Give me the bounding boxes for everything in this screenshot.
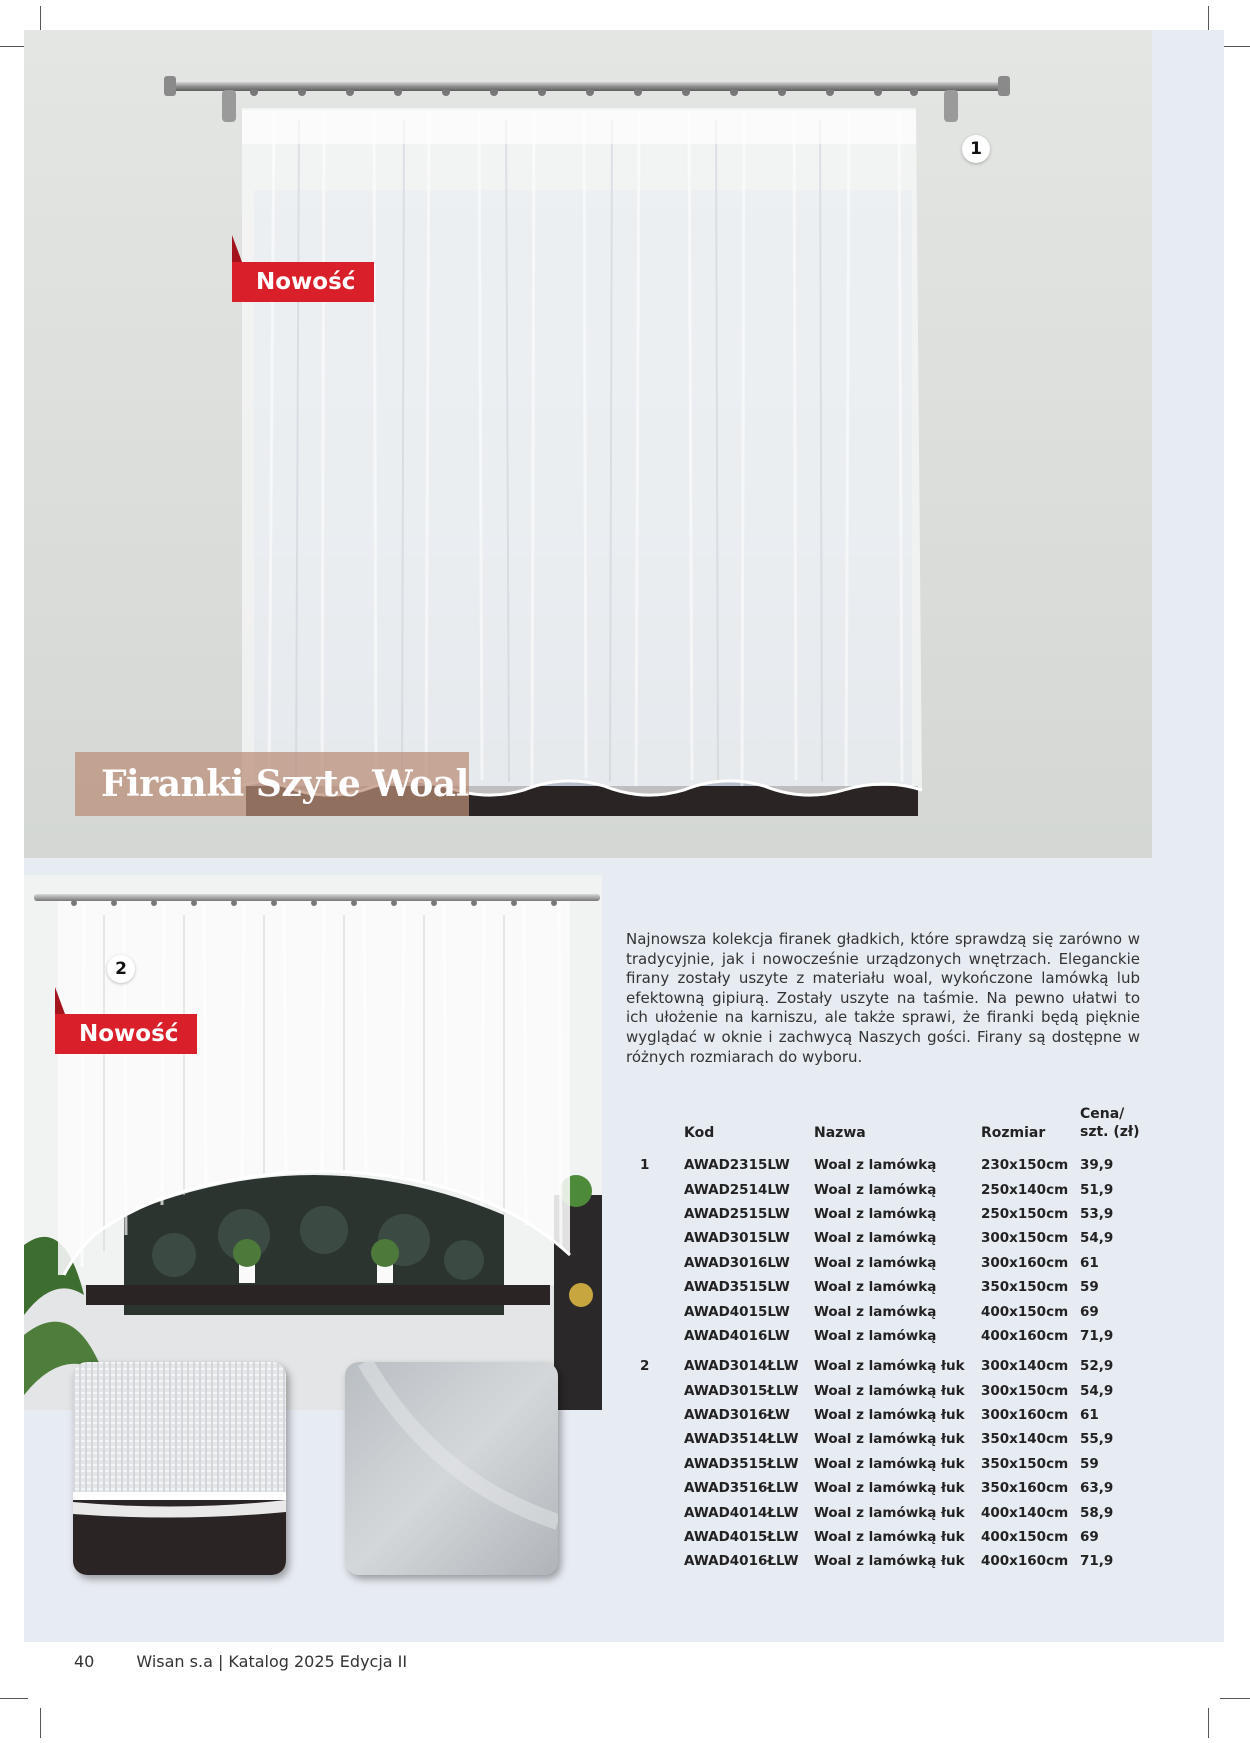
- cell-nazwa: Woal z lamówką: [814, 1230, 937, 1247]
- cell-cena: 52,9: [1080, 1358, 1114, 1375]
- cell-nazwa: Woal z lamówką łuk: [814, 1553, 965, 1570]
- table-row: [640, 1403, 1150, 1427]
- table-row: [640, 1427, 1150, 1451]
- cell-kod: AWAD3515LW: [684, 1279, 790, 1296]
- cell-kod: AWAD3014ŁLW: [684, 1358, 799, 1375]
- cell-kod: AWAD2515LW: [684, 1205, 790, 1222]
- cell-cena: 69: [1080, 1303, 1099, 1320]
- table-row: [640, 1354, 1150, 1378]
- cell-kod: AWAD2514LW: [684, 1181, 790, 1198]
- table-row: [640, 1549, 1150, 1573]
- table-row: [640, 1452, 1150, 1476]
- cell-kod: AWAD3015LW: [684, 1230, 790, 1247]
- cell-rozmiar: 400x140cm: [981, 1504, 1069, 1521]
- cell-rozmiar: 300x150cm: [981, 1382, 1069, 1399]
- page-number: 40: [74, 1652, 95, 1671]
- cell-rozmiar: 300x160cm: [981, 1407, 1069, 1424]
- new-badge-main: Nowość: [232, 262, 374, 302]
- cell-rozmiar: 230x150cm: [981, 1157, 1069, 1174]
- cell-rozmiar: 250x140cm: [981, 1181, 1069, 1198]
- cell-rozmiar: 350x150cm: [981, 1455, 1069, 1472]
- cell-kod: AWAD3516ŁLW: [684, 1480, 799, 1497]
- price-table: [640, 1105, 1150, 1574]
- cell-nazwa: Woal z lamówką łuk: [814, 1480, 965, 1497]
- table-row: [640, 1324, 1150, 1348]
- table-row: [640, 1251, 1150, 1275]
- cell-kod: AWAD4016ŁLW: [684, 1553, 799, 1570]
- cell-cena: 59: [1080, 1455, 1099, 1472]
- cell-cena: 71,9: [1080, 1553, 1114, 1570]
- cell-rozmiar: 300x150cm: [981, 1230, 1069, 1247]
- table-row: [640, 1177, 1150, 1201]
- cell-nazwa: Woal z lamówką łuk: [814, 1382, 965, 1399]
- cell-cena: 51,9: [1080, 1181, 1114, 1198]
- cell-nazwa: Woal z lamówką: [814, 1327, 937, 1344]
- cell-rozmiar: 400x150cm: [981, 1303, 1069, 1320]
- new-badge-arch: Nowość: [55, 1014, 197, 1054]
- cell-kod: AWAD4015LW: [684, 1303, 790, 1320]
- group-label: 1: [640, 1157, 650, 1174]
- crop-mark: [40, 1708, 41, 1738]
- table-row: [640, 1299, 1150, 1323]
- fabric-swatch-plain: [345, 1362, 558, 1575]
- cell-nazwa: Woal z lamówką: [814, 1303, 937, 1320]
- cell-kod: AWAD4015ŁLW: [684, 1529, 799, 1546]
- cell-nazwa: Woal z lamówką łuk: [814, 1529, 965, 1546]
- crop-mark: [1208, 1708, 1209, 1738]
- cell-rozmiar: 400x160cm: [981, 1553, 1069, 1570]
- header-kod: Kod: [684, 1125, 715, 1141]
- cell-cena: 71,9: [1080, 1327, 1114, 1344]
- cell-cena: 63,9: [1080, 1480, 1114, 1497]
- cell-kod: AWAD3515ŁLW: [684, 1455, 799, 1472]
- table-row: [640, 1500, 1150, 1524]
- cell-cena: 61: [1080, 1407, 1099, 1424]
- cell-nazwa: Woal z lamówką: [814, 1205, 937, 1222]
- fabric-swatch-hem: [73, 1362, 286, 1575]
- cell-cena: 58,9: [1080, 1504, 1114, 1521]
- cell-cena: 54,9: [1080, 1382, 1114, 1399]
- arch-curtain-photo: [24, 875, 602, 1410]
- cell-nazwa: Woal z lamówką łuk: [814, 1455, 965, 1472]
- table-row: [640, 1476, 1150, 1500]
- cell-kod: AWAD4016LW: [684, 1327, 790, 1344]
- cell-cena: 59: [1080, 1279, 1099, 1296]
- cell-cena: 54,9: [1080, 1230, 1114, 1247]
- header-group: [640, 1105, 684, 1153]
- cell-cena: 61: [1080, 1254, 1099, 1271]
- cell-kod: AWAD4014ŁLW: [684, 1504, 799, 1521]
- page-title: Firanki Szyte Woal: [75, 752, 469, 816]
- cell-rozmiar: 300x140cm: [981, 1358, 1069, 1375]
- cell-rozmiar: 400x160cm: [981, 1327, 1069, 1344]
- table-row: [640, 1153, 1150, 1177]
- page-footer: [74, 1652, 407, 1671]
- collection-description: Najnowsza kolekcja firanek gładkich, które sprawdzą się zarówno w tradycyjnie, jak i nowocześnie urządzonych wnętrzach. Eleganckie firany zostały uszyte z materiału woal, wykończone lamówką lub efektowną gipiurą. Zostały uszyte na taśmie. Na pewno ułatwi to ich ułożenie na karniszu, ale także sprawi, że firanki będą pięknie wyglądać w oknie i zachwycą Naszych gości. Firany są dostępne w różnych rozmiarach do wyboru.: [626, 930, 1140, 1066]
- cell-cena: 55,9: [1080, 1431, 1114, 1448]
- cell-nazwa: Woal z lamówką łuk: [814, 1358, 965, 1375]
- table-row: [640, 1275, 1150, 1299]
- table-row: [640, 1226, 1150, 1250]
- group-label: 2: [640, 1358, 650, 1375]
- cell-kod: AWAD3514ŁLW: [684, 1431, 799, 1448]
- cell-kod: AWAD3016ŁW: [684, 1407, 790, 1424]
- cell-rozmiar: 250x150cm: [981, 1205, 1069, 1222]
- cell-nazwa: Woal z lamówką: [814, 1254, 937, 1271]
- cell-rozmiar: 350x150cm: [981, 1279, 1069, 1296]
- header-cena: Cena/ szt. (zł): [1080, 1106, 1140, 1140]
- table-row: [640, 1379, 1150, 1403]
- cell-rozmiar: 400x150cm: [981, 1529, 1069, 1546]
- cell-kod: AWAD3015ŁLW: [684, 1382, 799, 1399]
- cell-rozmiar: 350x140cm: [981, 1431, 1069, 1448]
- product-number-badge: 2: [107, 955, 135, 983]
- cell-nazwa: Woal z lamówką: [814, 1157, 937, 1174]
- footer-text: Wisan s.a | Katalog 2025 Edycja II: [136, 1652, 408, 1671]
- cell-kod: AWAD2315LW: [684, 1157, 790, 1174]
- cell-nazwa: Woal z lamówką łuk: [814, 1431, 965, 1448]
- header-nazwa: Nazwa: [814, 1125, 866, 1141]
- table-row: [640, 1525, 1150, 1549]
- table-row: [640, 1202, 1150, 1226]
- cell-nazwa: Woal z lamówką łuk: [814, 1407, 965, 1424]
- crop-mark: [1220, 46, 1250, 47]
- cell-cena: 39,9: [1080, 1157, 1114, 1174]
- cell-rozmiar: 300x160cm: [981, 1254, 1069, 1271]
- cell-nazwa: Woal z lamówką: [814, 1279, 937, 1296]
- cell-nazwa: Woal z lamówką: [814, 1181, 937, 1198]
- crop-mark: [0, 1698, 28, 1699]
- cell-kod: AWAD3016LW: [684, 1254, 790, 1271]
- cell-nazwa: Woal z lamówką łuk: [814, 1504, 965, 1521]
- cell-cena: 69: [1080, 1529, 1099, 1546]
- product-number-badge: 1: [962, 135, 990, 163]
- cell-cena: 53,9: [1080, 1205, 1114, 1222]
- header-rozmiar: Rozmiar: [981, 1125, 1046, 1141]
- cell-rozmiar: 350x160cm: [981, 1480, 1069, 1497]
- crop-mark: [1220, 1698, 1250, 1699]
- table-header-row: [640, 1105, 1150, 1153]
